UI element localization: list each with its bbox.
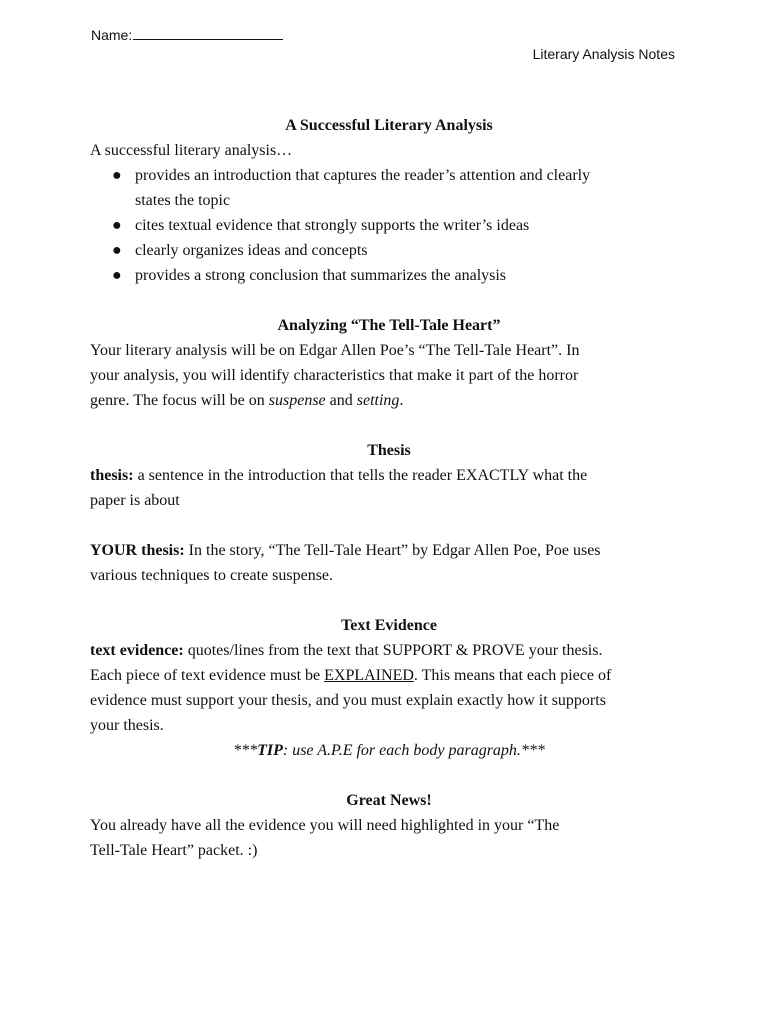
name-label: Name:	[91, 27, 133, 43]
thesis-definition: thesis: a sentence in the introduction that tells the reader EXACTLY what the paper is about	[90, 467, 588, 509]
section-title-text-evidence: Text Evidence	[341, 617, 437, 634]
bullet-icon: ●	[112, 167, 122, 184]
great-news-paragraph: You already have all the evidence you will need highlighted in your “The Tell-Tale Heart” packet. :)	[90, 817, 560, 859]
list-item: ● clearly organizes ideas and concepts	[135, 238, 688, 263]
list-item: ● provides a strong conclusion that summarizes the analysis	[135, 263, 688, 288]
bullet-icon: ●	[112, 267, 122, 284]
your-thesis: YOUR thesis: In the story, “The Tell-Tale Heart” by Edgar Allen Poe, Poe uses various techniques to create suspense.	[90, 542, 601, 584]
bullet-icon: ●	[112, 217, 122, 234]
analysis-paragraph: Your literary analysis will be on Edgar Allen Poe’s “The Tell-Tale Heart”. In your analysis, you will identify characteristics that make it part of the horror genre. The focus will be on suspense and setting.	[90, 342, 580, 409]
criteria-list	[90, 163, 688, 288]
list-item: ● cites textual evidence that strongly supports the writer’s ideas	[135, 213, 688, 238]
bullet-icon: ●	[112, 242, 122, 259]
name-blank-line	[133, 25, 283, 40]
document-title: Literary Analysis Notes	[532, 46, 675, 62]
text-evidence-definition: text evidence: quotes/lines from the text that SUPPORT & PROVE your thesis. Each piece of text evidence must be EXPLAINED. This means that each piece of evidence must support your thesis, and you must explain exactly how it supports your thesis.	[90, 642, 612, 734]
document-body	[90, 113, 688, 863]
section-title-analyzing: Analyzing “The Tell-Tale Heart”	[277, 317, 501, 334]
section-title-thesis: Thesis	[367, 442, 411, 459]
section-title-successful-analysis: A Successful Literary Analysis	[285, 117, 493, 134]
list-item: ● provides an introduction that captures the reader’s attention and clearly states the topic	[135, 163, 688, 213]
tip-line: ***TIP: use A.P.E for each body paragraph.***	[233, 742, 545, 759]
section-intro: A successful literary analysis…	[90, 142, 293, 159]
section-title-great-news: Great News!	[346, 792, 432, 809]
name-field	[91, 25, 283, 44]
